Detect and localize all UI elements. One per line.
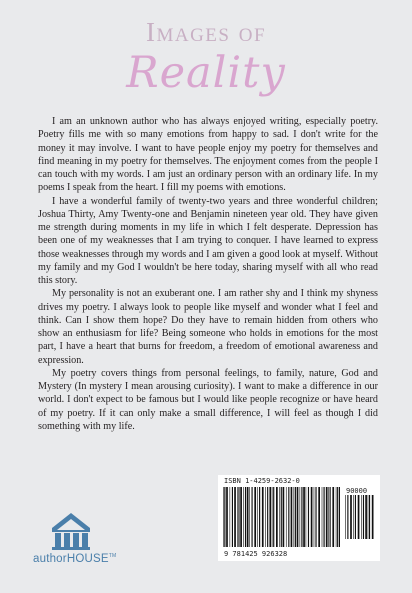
house-pillars-icon (48, 510, 94, 550)
barcode (218, 475, 380, 561)
paragraph-3: My personality is not an exuberant one. I am rather shy and I think my shyness drives my poetry. I always look to people like myself and wonder what I feel and think. Can I show them hope? Do they have to remain hidden from others who show an enthusiasm for life? Being someone who holds in emotions for the most part, I have a heart that burns for freedom, a freedom of emotional awareness and expression. (38, 288, 378, 366)
ean-number: 9 781425 926328 (224, 550, 288, 558)
publisher-name: authorHOUSE™ (33, 553, 117, 565)
isbn-number: ISBN 1-4259-2632-0 (224, 477, 300, 485)
title-line-1: Images of (145, 17, 267, 47)
paragraph-4: My poetry covers things from personal feelings, to family, nature, God and Mystery (In mystery I mean arousing curiosity). I want to make a difference in our world. I don't expect to be famous but I would like people recognize or have heard of my poetry. If it can only make a small difference, I will feel as though I did something with my life. (38, 367, 378, 432)
paragraph-1: I am an unknown author who has always enjoyed writing, especially poetry. Poetry fills me with so many emotions from happy to sad. I don't write for the money it may involve. I want to have people enjoy my poetry for themselves and find meaning in my poetry for themselves. The enjoyment comes from the people I can touch with my words. I am just an ordinary person with an ordinary life. In my poems I speak from the heart. I fill my poems with emotions. (38, 116, 378, 194)
price-barcode-bars (344, 495, 376, 539)
title-line-2: Reality (126, 48, 286, 98)
paragraph-2: I have a wonderful family of twenty-two years and three wonderful children; Joshua Thirty, Amy Twenty-one and Benjamin nineteen year old. They have given me strength during moments in my life in which I felt desperate. Depression has been one of my weaknesses that I am trying to conquer. I have learned to express those weaknesses through my words and I am given a good look at myself. Without my family and my God I wouldn't be here today, sharing myself with all who read this story. (38, 195, 378, 286)
publisher-logo (33, 510, 123, 570)
price-code: 90000 (346, 487, 368, 495)
ean-barcode-bars (222, 487, 340, 547)
author-description (38, 115, 378, 433)
